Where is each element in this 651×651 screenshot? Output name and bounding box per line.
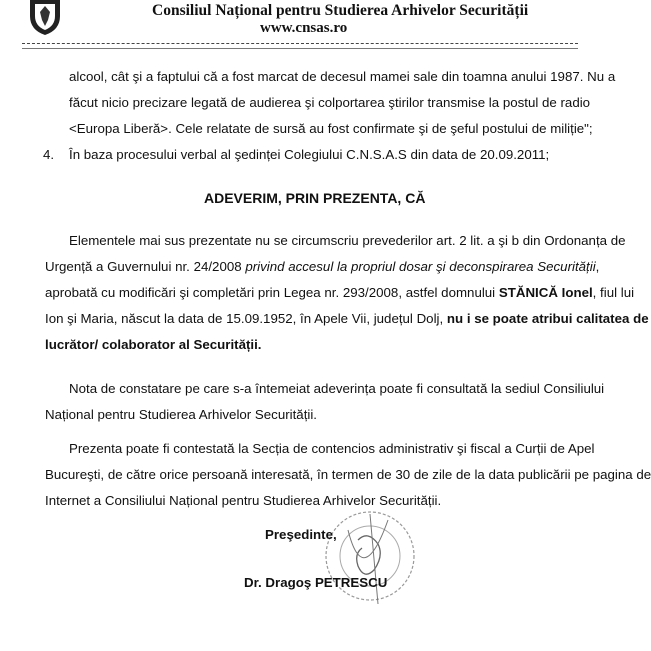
institution-name: Consiliul Național pentru Studierea Arhivelor Securității bbox=[152, 2, 529, 19]
paragraph-line: Bucureşti, de către orice persoană interesată, în termen de 30 de zile de la data publicării pe pagina de bbox=[45, 467, 651, 482]
document-title: ADEVERIM, PRIN PREZENTA, CĂ bbox=[204, 190, 426, 206]
text-run: Ion şi Maria, născut la data de 15.09.1952, în Apele Vii, județul Dolj, bbox=[45, 311, 447, 326]
paragraph-line: alcool, cât şi a faptului că a fost marcat de decesul mamei sale din toamna anului 1987. Nu a bbox=[69, 69, 616, 84]
paragraph-line: <Europa Liberă>. Cele relatate de sursă au fost confirmate şi de şeful postului de miliție"; bbox=[69, 121, 593, 136]
paragraph-line: Elementele mai sus prezentate nu se circumscriu prevederilor art. 2 lit. a şi b din Ordonanța de bbox=[69, 233, 626, 248]
paragraph-line: Prezenta poate fi contestată la Secția de contencios administrativ şi fiscal a Curții de Apel bbox=[69, 441, 595, 456]
law-title: privind accesul la propriul dosar şi deconspirarea Securității bbox=[245, 259, 596, 274]
list-item-number: 4. bbox=[43, 147, 55, 162]
list-item-text: În baza procesului verbal al şedinței Colegiului C.N.S.A.S din data de 20.09.2011; bbox=[69, 147, 550, 162]
paragraph-line: făcut nicio precizare legată de audierea şi colportarea ştirilor transmise la postul de radio bbox=[69, 95, 591, 110]
paragraph-line: Nota de constatare pe care s-a întemeiat adeverința poate fi consultată la sediul Consiliului bbox=[69, 381, 605, 396]
paragraph-line: Internet a Consiliului Național pentru Studierea Arhivelor Securității. bbox=[45, 493, 442, 508]
paragraph-line bbox=[45, 285, 634, 301]
signatory-name: Dr. Dragoş PETRESCU bbox=[244, 575, 388, 590]
paragraph-line bbox=[45, 259, 599, 275]
text-run: Urgență a Guvernului nr. 24/2008 bbox=[45, 259, 246, 274]
signatory-role: Preşedinte, bbox=[265, 527, 337, 542]
verdict-text: nu i se poate atribui calitatea de bbox=[446, 311, 649, 326]
person-name: STĂNICĂ Ionel bbox=[498, 285, 593, 300]
text-run: , fiul lui bbox=[592, 285, 635, 300]
official-stamp-icon bbox=[318, 500, 418, 610]
text-run: , bbox=[595, 259, 600, 274]
institution-website: www.cnsas.ro bbox=[260, 20, 348, 36]
text-run: aprobată cu modificări şi completări prin Legea nr. 293/2008, astfel domnului bbox=[45, 285, 499, 300]
paragraph-line: Național pentru Studierea Arhivelor Securității. bbox=[45, 407, 317, 422]
verdict-text: lucrător/ colaborator al Securității. bbox=[45, 337, 262, 352]
paragraph-line bbox=[45, 311, 649, 327]
